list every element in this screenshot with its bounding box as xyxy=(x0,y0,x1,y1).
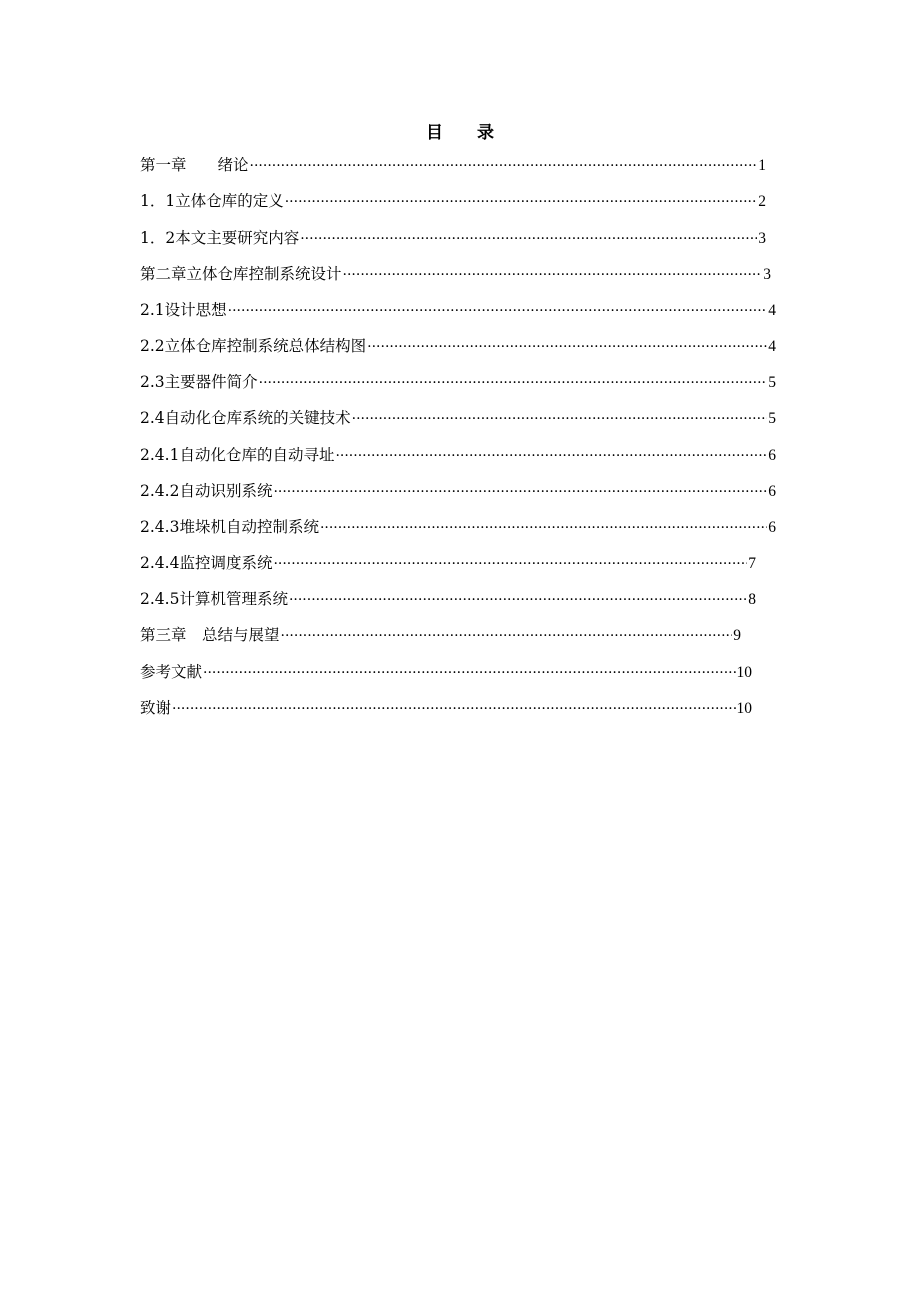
toc-page-number: 5 xyxy=(768,374,776,391)
toc-leader-dots xyxy=(289,588,747,612)
toc-entry[interactable] xyxy=(140,587,756,611)
toc-page-number: 1 xyxy=(758,157,766,174)
toc-leader-dots xyxy=(367,335,767,359)
toc-entry[interactable] xyxy=(140,226,766,250)
toc-entry[interactable] xyxy=(140,189,766,213)
toc-leader-dots xyxy=(250,154,758,178)
toc-page-number: 3 xyxy=(758,230,766,247)
toc-entry[interactable] xyxy=(140,334,776,358)
toc-entry-label: 2.1设计思想 xyxy=(140,301,227,319)
toc-entry-label: 2.4.1自动化仓库的自动寻址 xyxy=(140,446,335,464)
toc-leader-dots xyxy=(203,661,735,685)
toc-leader-dots xyxy=(343,263,763,287)
toc-entry-label: 第二章立体仓库控制系统设计 xyxy=(140,265,342,283)
toc-entry[interactable] xyxy=(140,515,776,539)
toc-page-number: 7 xyxy=(748,555,756,572)
toc-page-number: 3 xyxy=(763,266,771,283)
toc-entry-label: 参考文献 xyxy=(140,663,203,681)
toc-entry-label: 致谢 xyxy=(140,699,172,717)
toc-title-char: 目 xyxy=(426,123,443,143)
toc-leader-dots xyxy=(320,516,767,540)
toc-page-number: 6 xyxy=(768,519,776,536)
toc-entry[interactable] xyxy=(140,153,766,177)
toc-entry[interactable] xyxy=(140,623,741,647)
toc-page-number: 2 xyxy=(758,193,766,210)
toc-entry-label: 2.4.3堆垛机自动控制系统 xyxy=(140,518,319,536)
toc-leader-dots xyxy=(352,407,768,431)
toc-entry[interactable] xyxy=(140,262,771,286)
toc-entry-label: 第一章 绪论 xyxy=(140,156,249,174)
toc-page-number: 10 xyxy=(736,700,752,717)
toc-entry-label: 第三章 总结与展望 xyxy=(140,626,280,644)
toc-page-number: 9 xyxy=(733,627,741,644)
toc-page-number: 4 xyxy=(768,338,776,355)
toc-page-number: 10 xyxy=(736,664,752,681)
toc-entry[interactable] xyxy=(140,479,776,503)
toc-entry-label: 1．1立体仓库的定义 xyxy=(140,192,284,210)
toc-leader-dots xyxy=(273,480,767,504)
toc-leader-dots xyxy=(228,299,768,323)
toc-leader-dots xyxy=(259,371,768,395)
toc-page-number: 6 xyxy=(768,447,776,464)
toc-entry[interactable] xyxy=(140,370,776,394)
toc-entry[interactable] xyxy=(140,298,776,322)
toc-entry[interactable] xyxy=(140,696,752,720)
toc-leader-dots xyxy=(281,624,733,648)
toc-page-number: 6 xyxy=(768,483,776,500)
toc-entry[interactable] xyxy=(140,551,756,575)
toc-entry-label: 2.4.5计算机管理系统 xyxy=(140,590,288,608)
toc-page-number: 8 xyxy=(748,591,756,608)
toc-entry[interactable] xyxy=(140,443,776,467)
toc-entry[interactable] xyxy=(140,660,752,684)
toc-leader-dots xyxy=(285,190,758,214)
toc-entry-label: 2.4.4监控调度系统 xyxy=(140,554,273,572)
toc-entry-label: 1．2本文主要研究内容 xyxy=(140,229,300,247)
toc-entry-label: 2.3主要器件简介 xyxy=(140,373,258,391)
toc-leader-dots xyxy=(273,552,747,576)
toc-entry-label: 2.4自动化仓库系统的关键技术 xyxy=(140,409,351,427)
toc-entry[interactable] xyxy=(140,406,776,430)
toc-leader-dots xyxy=(172,697,735,721)
toc-page-number: 5 xyxy=(768,410,776,427)
toc-page-number: 4 xyxy=(768,302,776,319)
toc-title xyxy=(0,118,920,143)
toc-entry-label: 2.4.2自动识别系统 xyxy=(140,482,273,500)
toc-entry-label: 2.2立体仓库控制系统总体结构图 xyxy=(140,337,367,355)
toc-leader-dots xyxy=(300,227,757,251)
toc-leader-dots xyxy=(335,444,767,468)
toc-title-char: 录 xyxy=(477,123,494,143)
